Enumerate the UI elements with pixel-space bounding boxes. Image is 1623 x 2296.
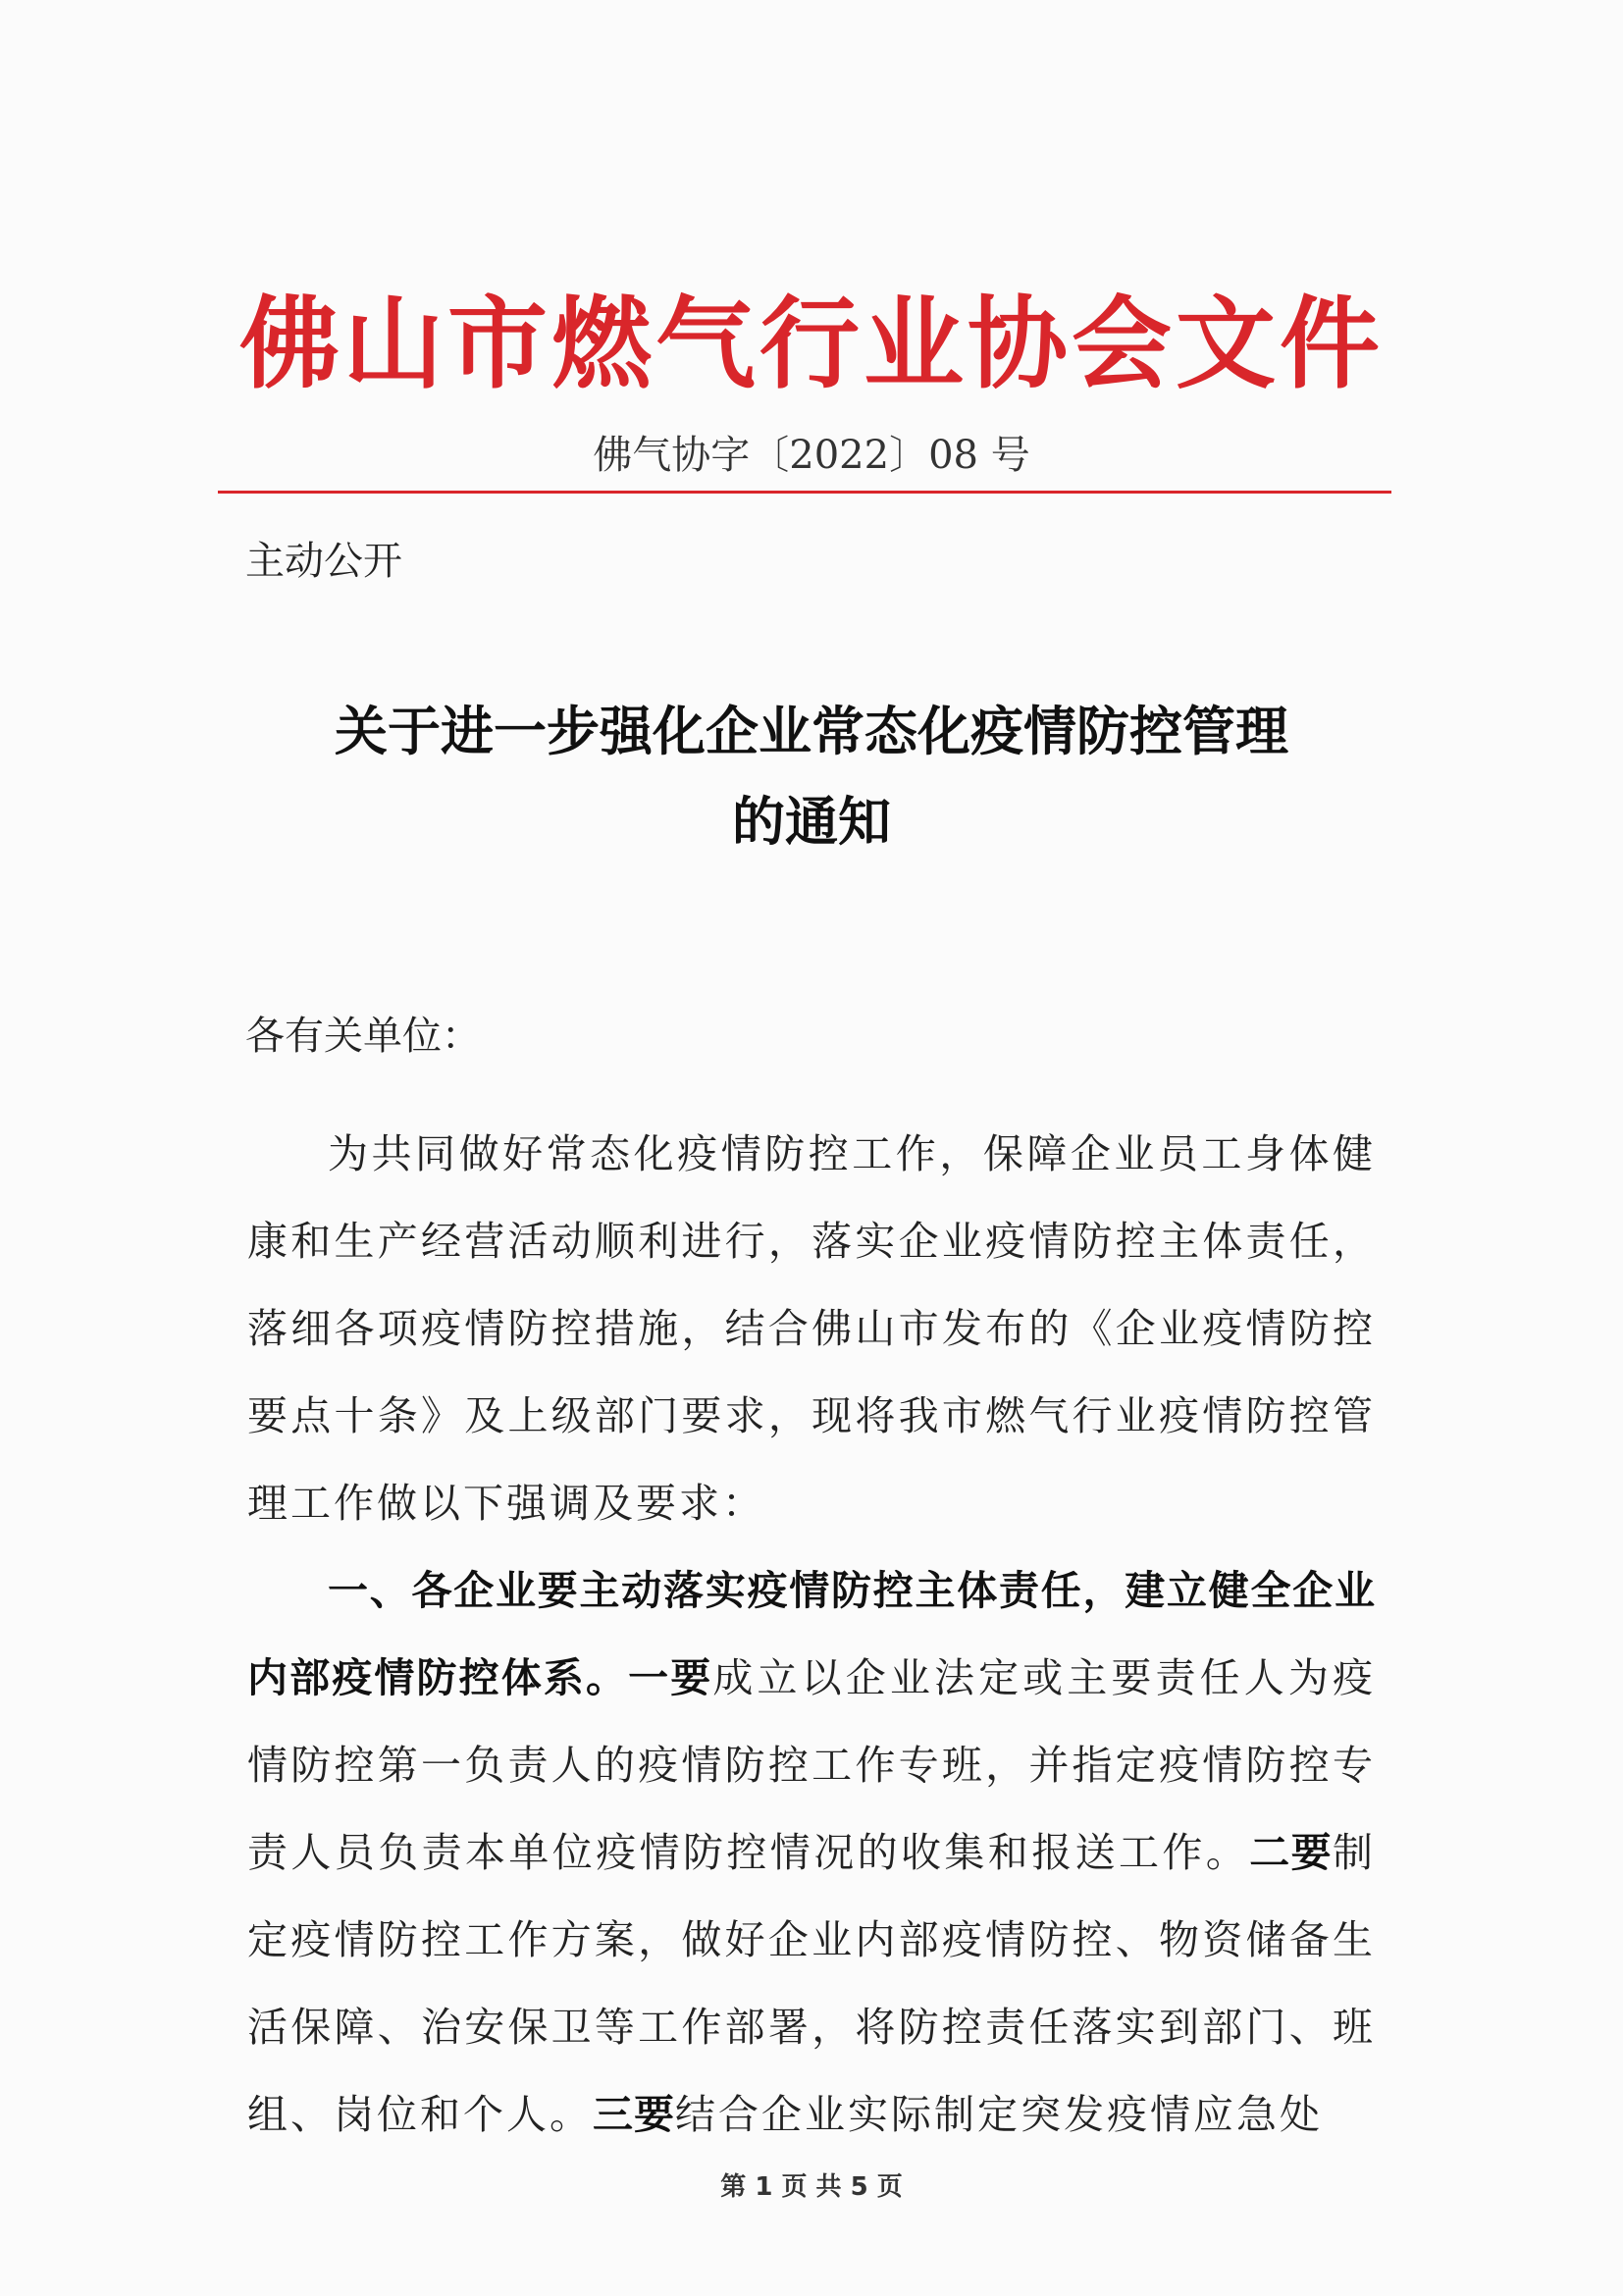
document-number: 佛气协字〔2022〕08 号 [593, 433, 1030, 478]
section-1-paragraph [247, 1547, 1376, 2159]
page-footer: 第 1 页 共 5 页 [720, 2172, 903, 2202]
requirement-2-label: 二要 [1249, 1829, 1334, 1876]
requirement-3-label: 三要 [593, 2091, 675, 2138]
requirement-1-label: 一要 [628, 1654, 713, 1701]
title-line-2: 的通知 [732, 791, 891, 853]
section-1-heading: 一、各企业要主动落实疫情防控主体责任，建立健全企业内部疫情防控体系。 [247, 1567, 1376, 1701]
requirement-2-text: 制定疫情防控工作方案，做好企业内部疫情防控、物资储备生活保障、治安保卫等工作部署，将防控责任落实到部门、班组、岗位和个人。 [247, 1829, 1377, 2138]
intro-paragraph: 为共同做好常态化疫情防控工作，保障企业员工身体健康和生产经营活动顺利进行，落实企业疫情防控主体责任，落细各项疫情防控措施，结合佛山市发布的《企业疫情防控要点十条》及上级部门要求，现将我市燃气行业疫情防控管理工作做以下强调及要求： [247, 1130, 1376, 1527]
salutation: 各有关单位： [245, 1014, 481, 1059]
document-body [247, 1111, 1376, 2159]
requirement-3-text: 结合企业实际制定突发疫情应急处 [675, 2091, 1323, 2138]
red-divider-line [218, 491, 1391, 494]
disclosure-label: 主动公开 [245, 539, 402, 584]
title-line-1: 关于进一步强化企业常态化疫情防控管理 [335, 701, 1288, 762]
document-title [196, 687, 1427, 867]
requirement-1-text: 成立以企业法定或主要责任人为疫情防控第一负责人的疫情防控工作专班，并指定疫情防控专责人员负责本单位疫情防控情况的收集和报送工作。 [247, 1654, 1377, 1876]
org-header-title: 佛山市燃气行业协会文件 [239, 287, 1384, 403]
